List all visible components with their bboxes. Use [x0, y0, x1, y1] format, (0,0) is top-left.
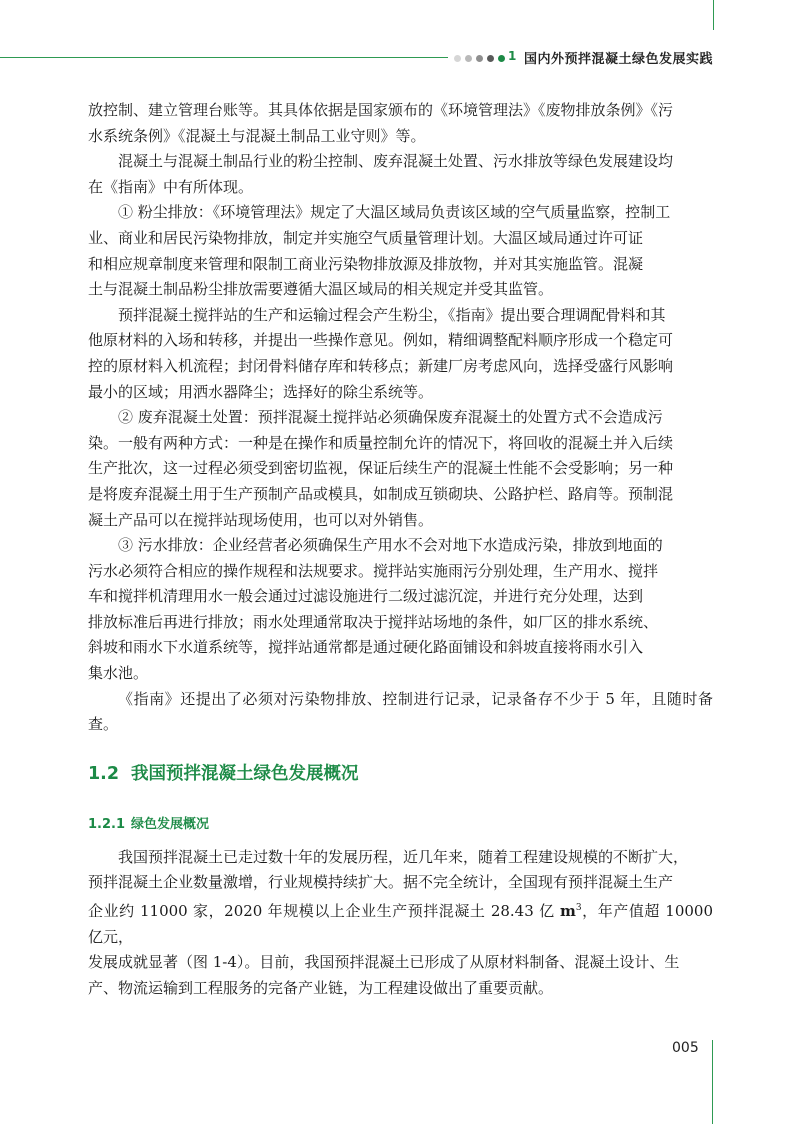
paragraph: ③ 污水排放：企业经营者必须确保生产用水不会对地下水造成污染，排放到地面的 污水必须符合相应的操作规程和法规要求。搅拌站实施雨污分别处理，生产用水、搅拌 车和搅拌机清理用水一般会通过过滤设施进行二级过滤沉淀，并进行充分处理，达到 排放标准后再进行排放；雨水处理通常取决于搅拌站场地的条件，如厂区的排水系统、 斜坡和雨水下水道系统等，搅拌站通常都是通过硬化路面铺设和斜坡直接将雨水引入 集水池。 — [88, 536, 663, 683]
header-dot — [465, 55, 472, 62]
header-chapter-number: 1 — [508, 49, 517, 63]
header-dot — [476, 55, 483, 62]
section-title: 我国预拌混凝土绿色发展概况 — [131, 763, 359, 784]
paragraph: ② 废弃混凝土处置：预拌混凝土搅拌站必须确保废弃混凝土的处置方式不会造成污 染。一般有两种方式：一种是在操作和质量控制允许的情况下，将回收的混凝土并入后续 生产批次，这一过程必须受到密切监视，保证后续生产的混凝土性能不会受影响；另一种 是将废弃混凝土用于生产预制产品或模具，如制成互锁砌块、公路护栏、路肩等。预制混 凝土产品可以在搅拌站现场使用，也可以对外销售。 — [88, 408, 674, 529]
section-heading — [88, 761, 713, 788]
paragraph: 预拌混凝土搅拌站的生产和运输过程会产生粉尘，《指南》提出要合理调配骨料和其 他原材料的入场和转移，并提出一些操作意见。例如，精细调整配料顺序形成一个稳定可 控的原材料入机流程；封闭骨料储存库和转移点；新建厂房考虑风向，选择受盛行风影响 最小的区域；用洒水器降尘；选择好的除尘系统等。 — [88, 305, 674, 401]
paragraph-text: 我国预拌混凝土已走过数十年的发展历程，近几年来，随着工程建设规模的不断扩大， 预拌混凝土企业数量激增，行业规模持续扩大。据不完全统计，全国现有预拌混凝土生产 企业约 11000 家，2020 年规模以上企业生产预拌混凝土 28.43 亿 — [88, 847, 689, 921]
header-rule — [0, 57, 448, 58]
unit-symbol: m — [559, 902, 576, 921]
paragraph: ① 粉尘排放：《环境管理法》规定了大温区域局负责该区域的空气质量监察，控制工 业、商业和居民污染物排放，制定并实施空气质量管理计划。大温区域局通过许可证 和相应规章制度来管理和限制工商业污染物排放源及排放物，并对其实施监管。混凝 土与混凝土制品粉尘排放需要遵循大温区域局的相关规定并受其监管。 — [88, 203, 671, 299]
section-number: 1.2 — [88, 763, 120, 784]
subsection-title: 绿色发展概况 — [131, 816, 210, 832]
page-number: 005 — [672, 1040, 699, 1056]
top-vertical-rule — [713, 0, 714, 30]
header-dots — [454, 52, 509, 64]
header-dot — [454, 55, 461, 62]
subsection-heading — [88, 815, 713, 835]
page-body — [88, 98, 713, 1001]
unit-exponent: 3 — [575, 903, 582, 914]
header-dot — [498, 55, 505, 62]
paragraph — [88, 845, 713, 1002]
paragraph: 放控制、建立管理台账等。其具体依据是国家颁布的《环境管理法》《废物排放条例》《污 水系统条例》《混凝土与混凝土制品工业守则》等。 — [88, 101, 674, 145]
paragraph: 《指南》还提出了必须对污染物排放、控制进行记录，记录备存不少于 5 年，且随时备查。 — [88, 689, 713, 734]
bottom-vertical-rule — [712, 1040, 713, 1124]
subsection-number: 1.2.1 — [88, 816, 126, 832]
paragraph-text: ，年产值超 10000 亿元， 发展成就显著（图 1-4）。目前，我国预拌混凝土已形成了从原材料制备、混凝土设计、生 产、物流运输到工程服务的完备产业链，为工程建设做出了重要贡献。 — [88, 902, 713, 997]
header-dot — [487, 55, 494, 62]
paragraph: 混凝土与混凝土制品行业的粉尘控制、废弃混凝土处置、污水排放等绿色发展建设均 在《指南》中有所体现。 — [88, 152, 674, 196]
header-chapter-title: 国内外预拌混凝土绿色发展实践 — [524, 52, 714, 67]
